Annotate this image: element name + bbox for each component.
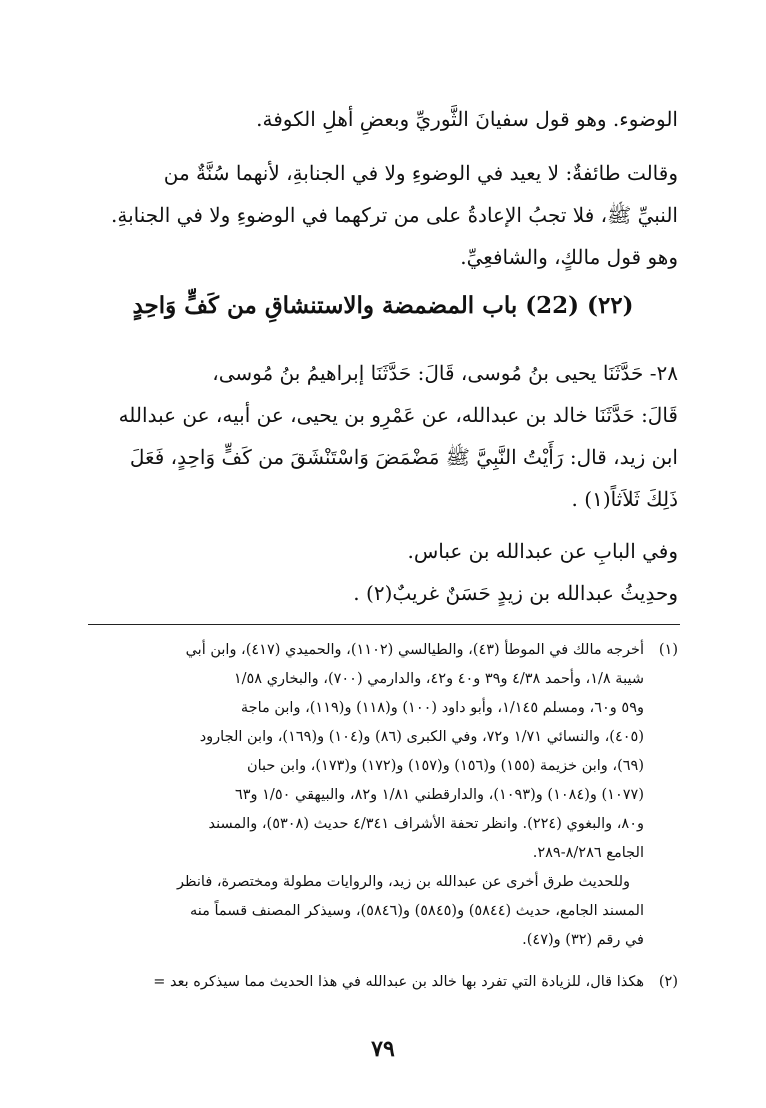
text-line: النبيِّ ﷺ، فلا تجبُ الإعادةُ على من تركهما في الوضوءِ ولا في الجنابةِ. [110, 203, 678, 227]
footnote-line: وللحديث طرق أخرى عن عبدالله بن زيد، والروايات مطولة ومختصرة، فانظر [176, 874, 630, 890]
bab-note [78, 530, 678, 614]
text-line: وقالت طائفةٌ: لا يعيد في الوضوءِ ولا في الجنابةِ، لأنهما سُنَّةٌ من [163, 161, 678, 185]
footnote-line: الجامع ٨/٢٨٦-٢٨٩. [532, 845, 644, 861]
footnote-line: أخرجه مالك في الموطأ (٤٣)، والطيالسي (١١٠٢)، والحميدي (٤١٧)، وابن أبي [185, 642, 644, 658]
text-line: وفي البابِ عن عبدالله بن عباس. [407, 539, 678, 563]
footnote-number: (٢) [658, 974, 678, 990]
footnote-line: هكذا قال، للزيادة التي تفرد بها خالد بن عبدالله في هذا الحديث مما سيذكره بعد = [153, 974, 644, 990]
text-line: ذَلِكَ ثَلاَثاً(١) . [571, 487, 678, 511]
footnote-line: (١٠٧٧) و(١٠٨٤) و(١٠٩٣)، والدارقطني ١/٨١ و٨٢، والبيهقي ١/٥٠ و٦٣ [234, 787, 644, 803]
text-line: وهو قول مالكٍ، والشافعِيِّ. [460, 245, 678, 269]
footnote-1 [78, 636, 678, 955]
paragraph-1 [78, 98, 678, 140]
page-number: ٧٩ [371, 1036, 395, 1062]
chapter-heading: (٢٢) (22) باب المضمضة والاستنشاقِ من كَفٍّ وَاحِدٍ [132, 292, 634, 319]
footnote-divider [88, 624, 680, 625]
footnote-line: و٨٠، والبغوي (٢٢٤). وانظر تحفة الأشراف ٤/٣٤١ حديث (٥٣٠٨)، والمسند [208, 816, 644, 832]
text-line: وحدِيثُ عبدالله بن زيدٍ حَسَنٌ غريبٌ(٢) . [353, 581, 678, 605]
footnote-line: شيبة ١/٨، وأحمد ٤/٣٨ و٣٩ و٤٠ و٤٢، والدارمي (٧٠٠)، والبخاري ١/٥٨ [233, 671, 644, 687]
footnote-line: المسند الجامع، حديث (٥٨٤٤) و(٥٨٤٥) و(٥٨٤٦)، وسيذكر المصنف قسماً منه [189, 903, 644, 919]
text-line: ٢٨- حَدَّثَنَا يحيى بنُ مُوسى، قَالَ: حَدَّثَنَا إبراهيمُ بنُ مُوسى، [212, 361, 678, 385]
hadith-text [78, 352, 678, 520]
text-line: الوضوء. وهو قول سفيانَ الثَّوريِّ وبعضِ أهلِ الكوفة. [256, 107, 678, 131]
text-line: ابن زيد، قال: رَأَيْتُ النَّبِيَّ ﷺ مَضْمَضَ وَاسْتَنْشَقَ من كَفٍّ وَاحِدٍ، فَعَلَ [129, 445, 678, 469]
footnote-line: في رقم (٣٢) و(٤٧). [522, 932, 644, 948]
footnote-2 [78, 968, 678, 997]
footnote-line: (٤٠٥)، والنسائي ١/٧١ و٧٢، وفي الكبرى (٨٦) و(١٠٤) و(١٦٩)، وابن الجارود [199, 729, 644, 745]
footnote-number: (١) [658, 642, 678, 658]
paragraph-2 [78, 152, 678, 278]
footnote-line: (٦٩)، وابن خزيمة (١٥٥) و(١٥٦) و(١٥٧) و(١٧٢) و(١٧٣)، وابن حبان [246, 758, 644, 774]
footnote-line: و٥٩ و٦٠، ومسلم ١/١٤٥، وأبو داود (١٠٠) و(١١٨) و(١١٩)، وابن ماجة [240, 700, 644, 716]
text-line: قَالَ: حَدَّثَنَا خالد بن عبدالله، عن عَمْرِو بن يحيى، عن أبيه، عن عبدالله [118, 403, 678, 427]
